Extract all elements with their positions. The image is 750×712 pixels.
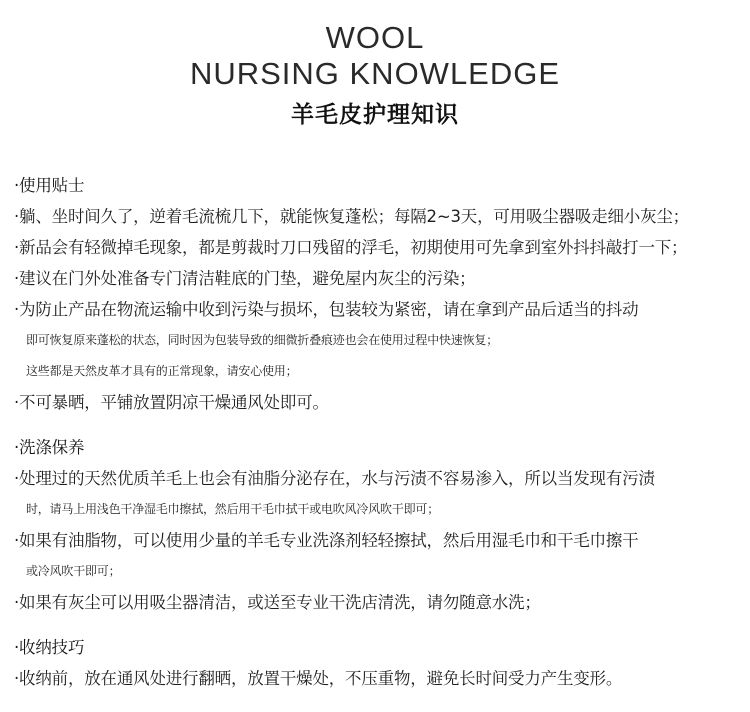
tip-continuation-line: 即可恢复原来蓬松的状态，同时因为包装导致的细微折叠痕迹也会在使用过程中快速恢复； bbox=[26, 333, 499, 347]
title-cn: 羊毛皮护理知识 bbox=[291, 102, 459, 128]
tip-line: ·如果有灰尘可以用吸尘器清洁，或送至专业干洗店清洗，请勿随意水洗； bbox=[14, 593, 541, 612]
tip-continuation-line: 或冷风吹干即可； bbox=[26, 564, 121, 578]
tip-continuation-line: 这些都是天然皮革才具有的正常现象，请安心使用； bbox=[26, 364, 298, 378]
tip-line: ·为防止产品在物流运输中收到污染与损坏，包装较为紧密，请在拿到产品后适当的抖动 bbox=[14, 300, 639, 319]
section-heading: ·洗涤保养 bbox=[14, 438, 85, 457]
section-heading: ·使用贴士 bbox=[14, 176, 85, 195]
tip-line: ·建议在门外处准备专门清洁鞋底的门垫，避免屋内灰尘的污染； bbox=[14, 269, 476, 288]
section bbox=[14, 632, 744, 694]
tip-line: ·不可暴晒，平铺放置阴凉干燥通风处即可。 bbox=[14, 393, 329, 412]
title-en-line2: NURSING KNOWLEDGE bbox=[189, 56, 561, 91]
tip-line: ·收纳前，放在通风处进行翻晒，放置干燥处，不压重物，避免长时间受力产生变形。 bbox=[14, 669, 623, 688]
tip-line: ·处理过的天然优质羊毛上也会有油脂分泌存在，水与污渍不容易渗入，所以当发现有污渍 bbox=[14, 469, 655, 488]
title-en-line1: WOOL bbox=[325, 20, 425, 55]
section bbox=[14, 170, 744, 418]
tip-line: ·如果有油脂物，可以使用少量的羊毛专业洗涤剂轻轻擦拭，然后用湿毛巾和干毛巾擦干 bbox=[14, 531, 639, 550]
tip-line: ·新品会有轻微掉毛现象，都是剪裁时刀口残留的浮毛，初期使用可先拿到室外抖抖敲打一下； bbox=[14, 238, 688, 257]
section-heading: ·收纳技巧 bbox=[14, 638, 85, 657]
header bbox=[0, 18, 750, 130]
content bbox=[14, 170, 744, 694]
tip-line: ·躺、坐时间久了，逆着毛流梳几下，就能恢复蓬松；每隔2~3天，可用吸尘器吸走细小灰尘； bbox=[14, 207, 689, 226]
section bbox=[14, 432, 744, 618]
tip-continuation-line: 时，请马上用浅色干净湿毛巾擦拭，然后用干毛巾拭干或电吹风冷风吹干即可； bbox=[26, 502, 440, 516]
